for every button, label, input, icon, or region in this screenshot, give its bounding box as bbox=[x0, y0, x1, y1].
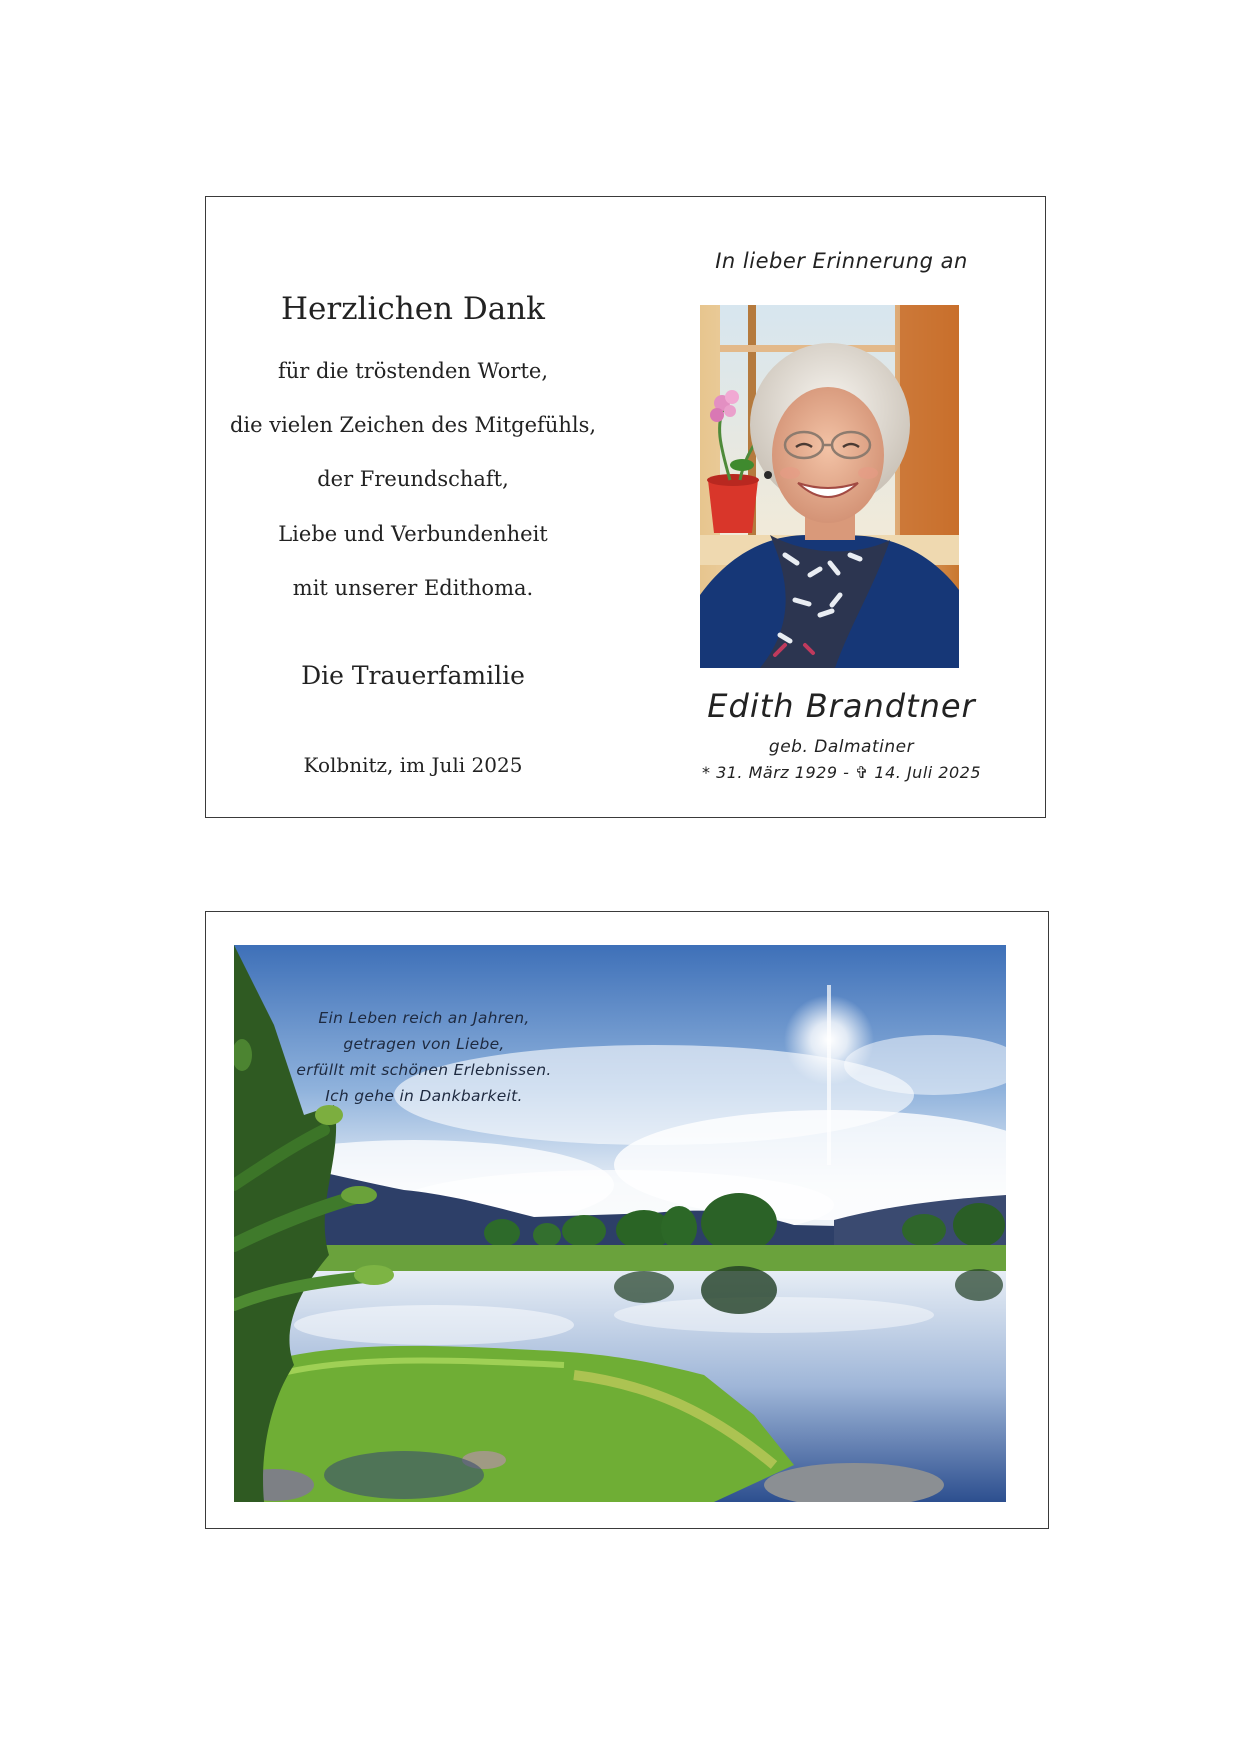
landscape-photo bbox=[234, 945, 1006, 1502]
poem-line-3: erfüllt mit schönen Erlebnissen. bbox=[296, 1061, 552, 1079]
thanks-line-5: mit unserer Edithoma. bbox=[292, 576, 534, 600]
place-date: Kolbnitz, im Juli 2025 bbox=[303, 753, 523, 777]
poem bbox=[264, 1005, 584, 1109]
thanks-line-2: die vielen Zeichen des Mitgefühls, bbox=[229, 413, 597, 437]
memorial-intro: In lieber Erinnerung an bbox=[715, 249, 968, 273]
deceased-name: Edith Brandtner bbox=[707, 687, 976, 725]
thanks-line-4: Liebe und Verbundenheit bbox=[278, 522, 548, 546]
thanks-title: Herzlichen Dank bbox=[281, 291, 545, 327]
thanks-line-1: für die tröstenden Worte, bbox=[277, 359, 549, 383]
poem-line-2: getragen von Liebe, bbox=[343, 1035, 505, 1053]
birth-name: geb. Dalmatiner bbox=[768, 737, 915, 757]
landscape-card bbox=[205, 911, 1049, 1529]
life-dates: * 31. März 1929 - ✞ 14. Juli 2025 bbox=[701, 763, 982, 782]
thank-you-card bbox=[205, 196, 1046, 818]
signature: Die Trauerfamilie bbox=[301, 661, 525, 690]
poem-line-1: Ein Leben reich an Jahren, bbox=[318, 1009, 530, 1027]
thanks-column bbox=[206, 197, 620, 817]
thanks-line-3: der Freundschaft, bbox=[317, 467, 509, 491]
poem-line-4: Ich gehe in Dankbarkeit. bbox=[325, 1087, 523, 1105]
portrait-photo bbox=[700, 305, 959, 668]
